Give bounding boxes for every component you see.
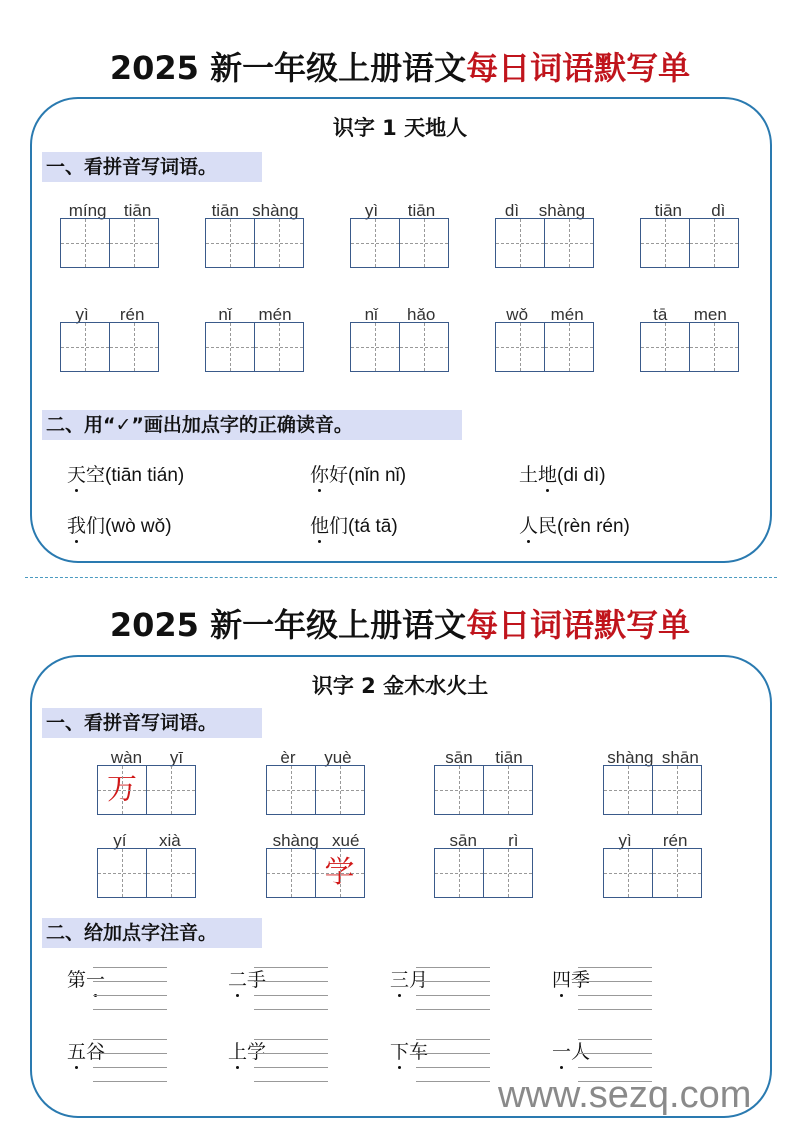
- pinyin-write-lines[interactable]: [93, 954, 167, 1010]
- writing-cell[interactable]: [60, 218, 110, 268]
- pinyin: rén: [662, 831, 688, 850]
- sheet1-section1-heading: 一、看拼音写词语。: [42, 152, 262, 182]
- pinyin-write-lines[interactable]: [416, 1026, 490, 1082]
- writing-cell[interactable]: [544, 218, 594, 268]
- writing-cell[interactable]: [689, 322, 739, 372]
- emphasis-char: 他: [310, 516, 330, 537]
- emphasis-char: 五: [67, 1042, 87, 1063]
- writing-cell[interactable]: [652, 765, 702, 815]
- pinyin: rén: [119, 305, 145, 324]
- writing-cell[interactable]: [495, 322, 545, 372]
- emphasis-char: 我: [67, 516, 87, 537]
- pinyin: wàn: [110, 748, 143, 767]
- pinyin: men: [693, 305, 727, 324]
- writing-cell[interactable]: [603, 848, 653, 898]
- pinyin: yì: [364, 201, 379, 220]
- emphasis-char: 人: [519, 516, 539, 537]
- reading-choice-item[interactable]: 你好(nǐn nǐ): [310, 465, 407, 486]
- emphasis-char: 二: [228, 970, 248, 991]
- pinyin: míng: [68, 201, 107, 220]
- pinyin: dì: [711, 201, 726, 220]
- pinyin: sān: [449, 831, 477, 850]
- pinyin: dì: [504, 201, 520, 220]
- writing-cell[interactable]: [640, 322, 690, 372]
- writing-cell[interactable]: [109, 322, 159, 372]
- writing-cell[interactable]: 学: [315, 848, 365, 898]
- pinyin: tā: [653, 305, 668, 324]
- pinyin: rì: [508, 831, 519, 850]
- annotate-item: 第一: [67, 970, 106, 991]
- sheet2-section1-heading: 一、看拼音写词语。: [42, 708, 262, 738]
- pinyin-write-lines[interactable]: [416, 954, 490, 1010]
- emphasis-char: 天: [67, 465, 87, 486]
- emphasis-char: 四: [552, 970, 572, 991]
- writing-cell[interactable]: [109, 218, 159, 268]
- annotate-item: 四季: [552, 970, 591, 991]
- pinyin: wǒ: [506, 305, 529, 324]
- writing-cell[interactable]: 万: [97, 765, 147, 815]
- writing-cell[interactable]: [603, 765, 653, 815]
- pinyin: èr: [280, 748, 296, 767]
- pinyin: yī: [169, 748, 184, 767]
- pinyin: yì: [618, 831, 632, 850]
- pinyin: yì: [75, 305, 89, 324]
- cut-line: [25, 577, 777, 578]
- reading-choice-item[interactable]: 人民(rèn rén): [519, 516, 630, 537]
- sheet1-section2-heading: 二、用“✓”画出加点字的正确读音。: [42, 410, 462, 440]
- pinyin: shàng: [538, 201, 586, 220]
- pinyin: tiān: [654, 201, 683, 220]
- pinyin-write-lines[interactable]: [93, 1026, 167, 1082]
- pinyin: shàng: [252, 201, 299, 220]
- pinyin: tiān: [211, 201, 239, 220]
- emphasis-char: 一: [552, 1042, 572, 1063]
- writing-cell[interactable]: [350, 218, 400, 268]
- writing-cell[interactable]: [146, 848, 196, 898]
- writing-cell[interactable]: [483, 765, 533, 815]
- pinyin: nǐ: [364, 305, 378, 324]
- writing-cell[interactable]: [254, 322, 304, 372]
- reading-choice-item[interactable]: 土地(di dì): [519, 465, 606, 486]
- pinyin-write-lines[interactable]: [254, 1026, 328, 1082]
- emphasis-char: 三: [390, 970, 410, 991]
- pinyin: xià: [159, 831, 181, 850]
- pinyin: tiān: [495, 748, 523, 767]
- writing-cell[interactable]: [652, 848, 702, 898]
- writing-cell[interactable]: [434, 765, 484, 815]
- writing-cell[interactable]: [266, 765, 316, 815]
- pinyin: xué: [332, 831, 360, 850]
- emphasis-char: 你: [310, 465, 330, 486]
- emphasis-char: 地: [538, 465, 558, 486]
- sheet2-lesson: 识字 2 金木水火土: [311, 674, 489, 698]
- reading-choice-item[interactable]: 他们(tá tā): [310, 516, 398, 537]
- writing-cell[interactable]: [544, 322, 594, 372]
- pinyin-options: (wò wǒ): [105, 516, 172, 537]
- sheet1-title: 2025 新一年级上册语文每日词语默写单: [109, 49, 691, 87]
- pinyin: mén: [258, 305, 292, 324]
- writing-cell[interactable]: [254, 218, 304, 268]
- pinyin: shàng: [272, 831, 319, 850]
- pinyin: nǐ: [218, 305, 232, 324]
- pinyin: hǎo: [407, 305, 436, 324]
- writing-cell[interactable]: [434, 848, 484, 898]
- annotate-item: 五谷: [67, 1042, 106, 1063]
- pinyin: tiān: [123, 201, 152, 220]
- annotate-item: 三月: [390, 970, 429, 991]
- pinyin: shān: [661, 748, 699, 767]
- pinyin-options: (tiān tián): [105, 465, 185, 486]
- writing-cell[interactable]: [60, 322, 110, 372]
- emphasis-char: 一: [86, 970, 106, 991]
- pinyin: yí: [113, 831, 127, 850]
- pinyin-options: (rèn rén): [557, 516, 630, 537]
- watermark: www.sezq.com: [498, 1074, 752, 1116]
- writing-cell[interactable]: [495, 218, 545, 268]
- emphasis-char: 下: [390, 1042, 410, 1063]
- pinyin: sān: [445, 748, 473, 767]
- writing-cell[interactable]: [205, 322, 255, 372]
- writing-cell[interactable]: [483, 848, 533, 898]
- sheet2-section2-heading: 二、给加点字注音。: [42, 918, 262, 948]
- annotate-item: 下车: [390, 1042, 429, 1063]
- pinyin-options: (nǐn nǐ): [348, 465, 407, 486]
- writing-cell[interactable]: [399, 218, 449, 268]
- writing-cell[interactable]: [399, 322, 449, 372]
- pinyin: tiān: [407, 201, 436, 220]
- writing-cell[interactable]: [315, 765, 365, 815]
- annotate-item: 二手: [228, 970, 267, 991]
- sheet1-lesson: 识字 1 天地人: [332, 116, 468, 140]
- writing-cell[interactable]: [97, 848, 147, 898]
- writing-cell[interactable]: [205, 218, 255, 268]
- writing-cell[interactable]: [266, 848, 316, 898]
- sheet2-title: 2025 新一年级上册语文每日词语默写单: [109, 606, 691, 644]
- pinyin-options: (di dì): [557, 465, 606, 486]
- pinyin-write-lines[interactable]: [254, 954, 328, 1010]
- writing-cell[interactable]: [689, 218, 739, 268]
- annotate-item: 上学: [228, 1042, 267, 1063]
- pinyin: yuè: [324, 748, 352, 767]
- pinyin: shàng: [607, 748, 654, 767]
- emphasis-char: 上: [228, 1042, 248, 1063]
- reading-choice-item[interactable]: 天空(tiān tián): [67, 465, 185, 486]
- annotate-item: 一人: [552, 1042, 591, 1063]
- reading-choice-item[interactable]: 我们(wò wǒ): [67, 516, 172, 537]
- writing-cell[interactable]: [640, 218, 690, 268]
- writing-cell[interactable]: [350, 322, 400, 372]
- pinyin: mén: [550, 305, 584, 324]
- writing-cell[interactable]: [146, 765, 196, 815]
- pinyin-write-lines[interactable]: [578, 954, 652, 1010]
- pinyin-options: (tá tā): [348, 516, 398, 537]
